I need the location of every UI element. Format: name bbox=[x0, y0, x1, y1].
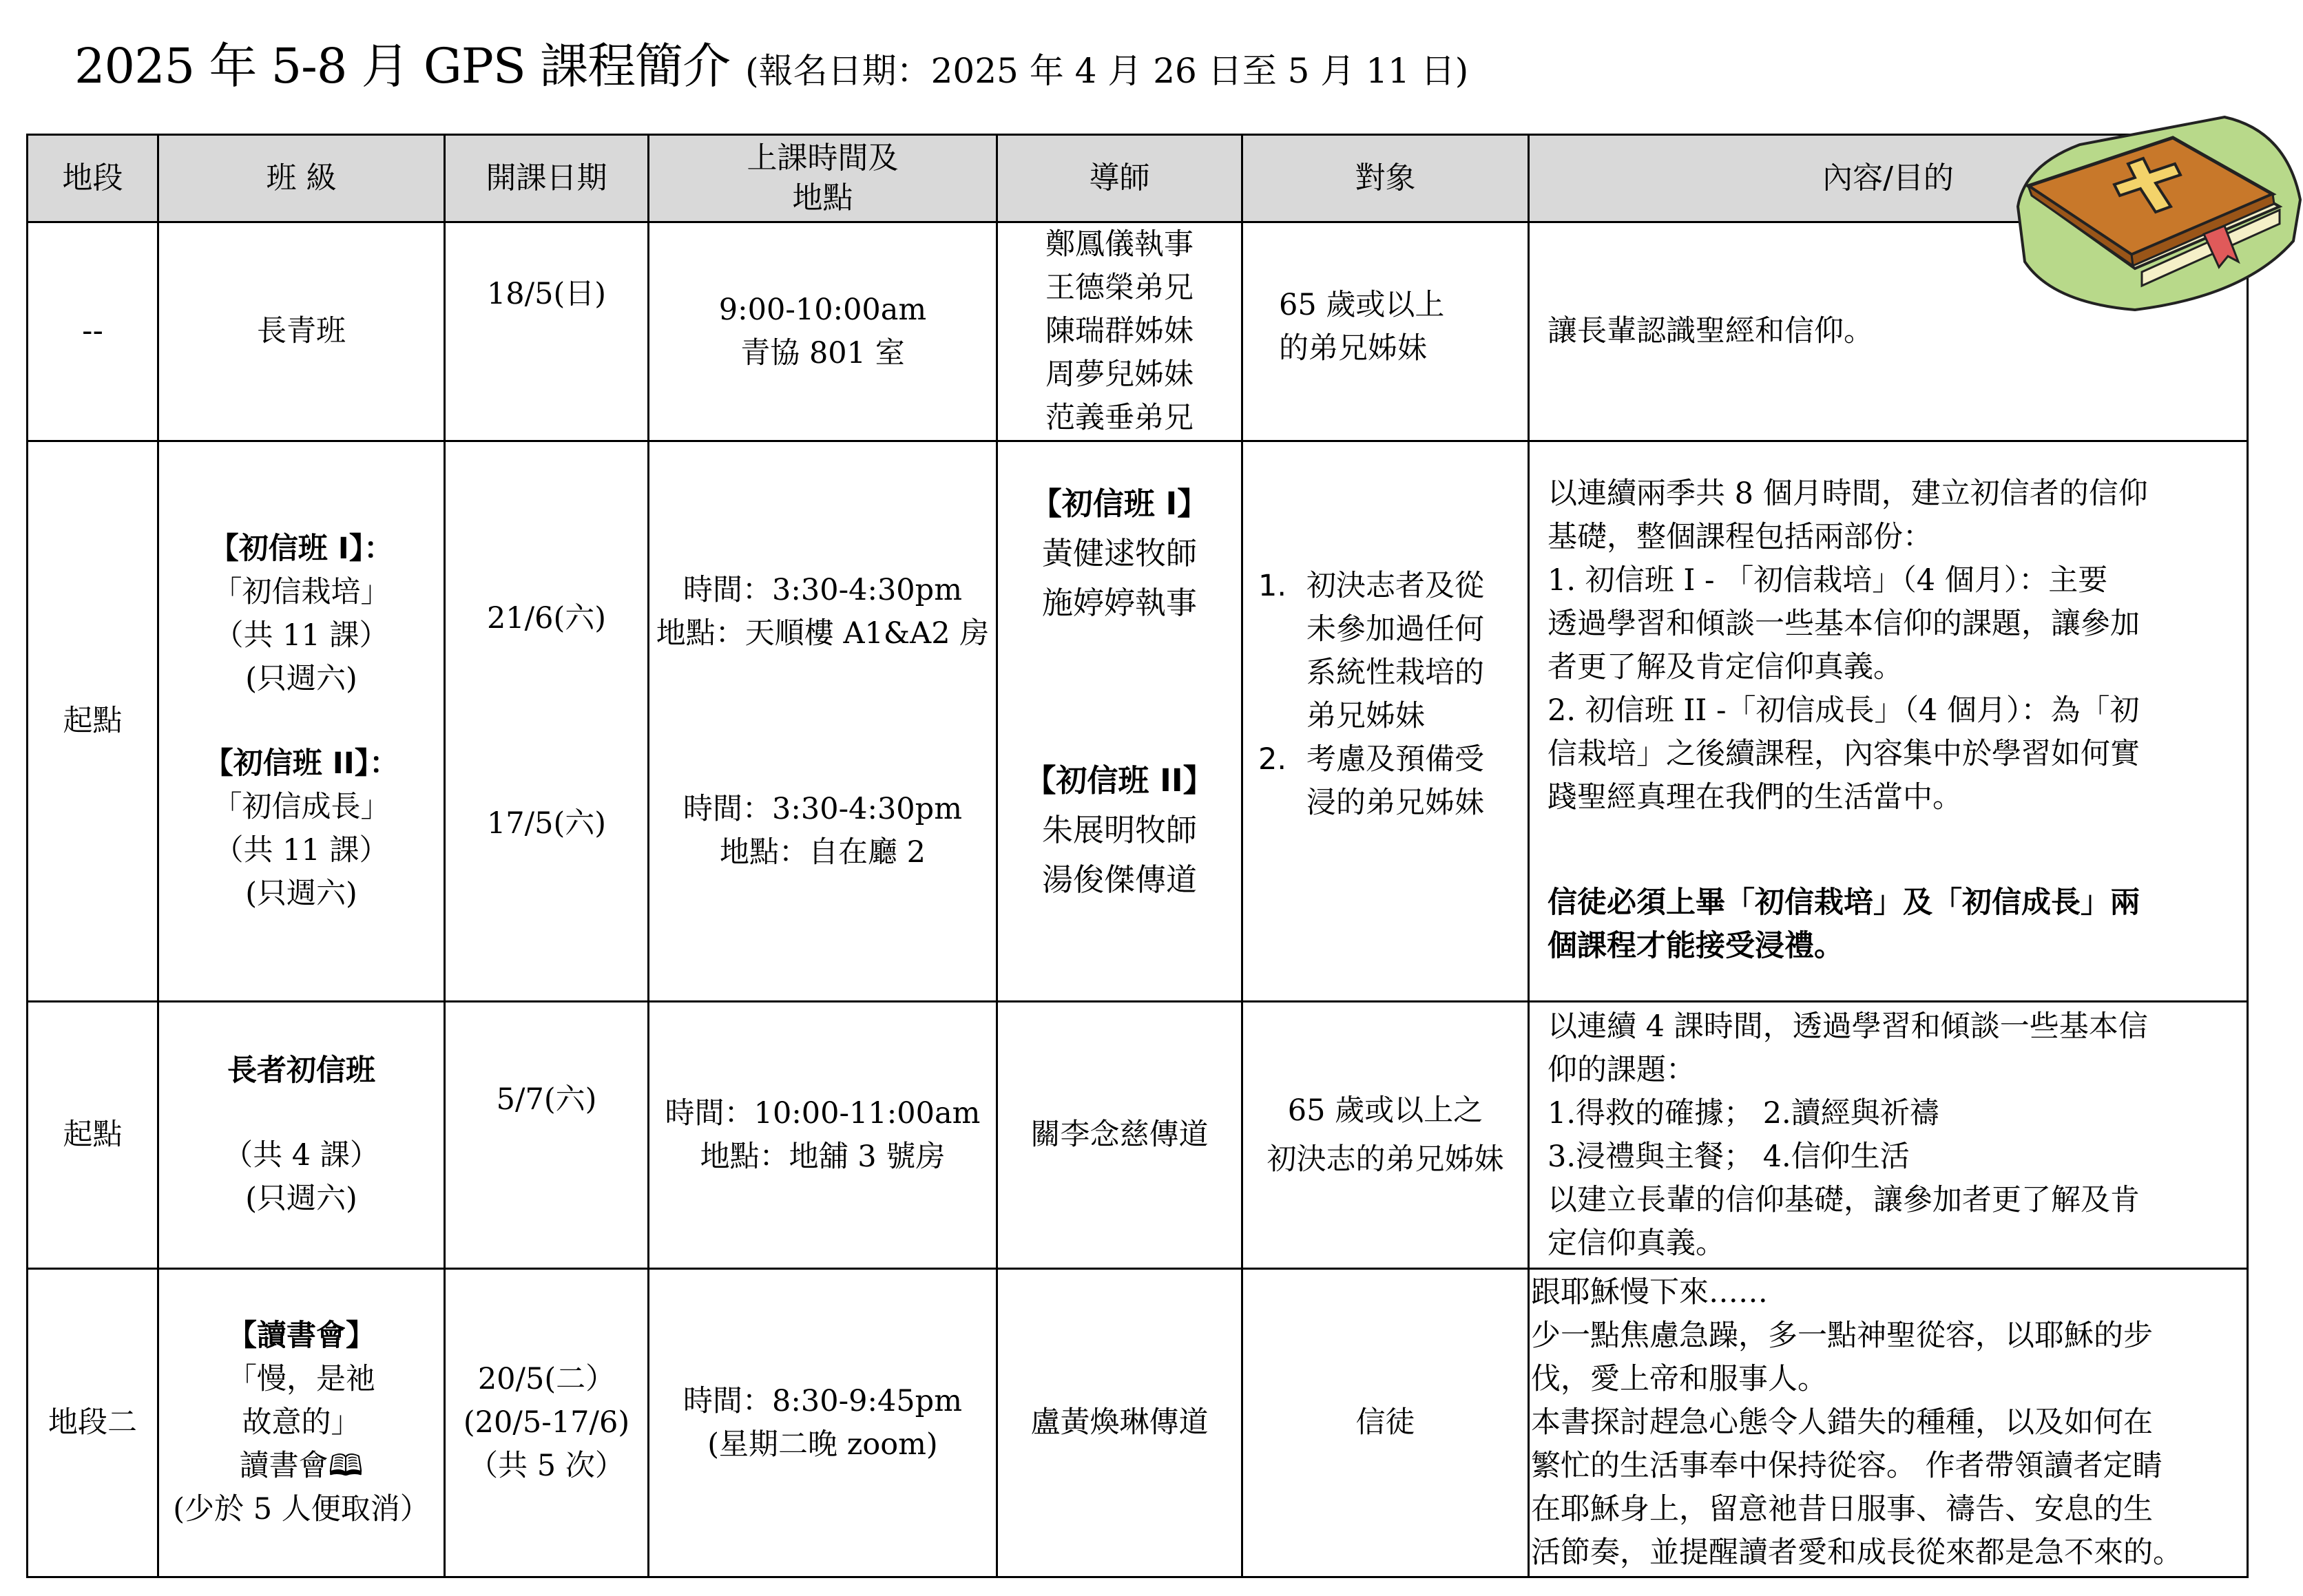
content-line: 本書探討趕急心態令人錯失的種種，以及如何在 bbox=[1531, 1405, 2153, 1440]
class-day-a: (只週六) bbox=[245, 661, 357, 696]
target-line: 初決志的弟兄姊妹 bbox=[1267, 1142, 1504, 1177]
mentor-name: 陳瑞群姊妹 bbox=[1045, 314, 1194, 348]
class-sub-b: 「初信成長」 bbox=[212, 789, 390, 824]
table-row bbox=[28, 222, 2248, 441]
class-day-b: (只週六) bbox=[245, 876, 357, 911]
content-line: 透過學習和傾談一些基本信仰的課題，讓參加 bbox=[1548, 607, 2140, 641]
header-class: 班 級 bbox=[158, 135, 445, 222]
target-line: 的弟兄姊妹 bbox=[1279, 331, 1427, 366]
content-line: 2. 初信班 II -「初信成長」（4 個月）：為「初 bbox=[1548, 693, 2140, 728]
header-mentor: 導師 bbox=[997, 135, 1242, 222]
place-text: 地點：地舖 3 號房 bbox=[700, 1139, 946, 1174]
content-line: 1. 初信班 I - 「初信栽培」（4 個月）：主要 bbox=[1548, 563, 2108, 598]
mentor-name: 施婷婷執事 bbox=[1041, 585, 1197, 621]
date-line: （共 5 次） bbox=[468, 1449, 625, 1483]
cell-class: 長青班 bbox=[158, 222, 445, 441]
class-line: 讀書會🕮 bbox=[239, 1449, 364, 1483]
content-line: 以建立長輩的信仰基礎，讓參加者更了解及肯 bbox=[1548, 1182, 2140, 1217]
cell-content: 讓長輩認識聖經和信仰。 bbox=[1529, 222, 2248, 441]
class-day: (只週六) bbox=[245, 1182, 357, 1216]
target-list bbox=[1243, 565, 1528, 825]
bible-book-icon bbox=[1997, 103, 2303, 330]
class-sub-a: 「初信栽培」 bbox=[212, 574, 390, 609]
content-line: 以連續兩季共 8 個月時間，建立初信者的信仰 bbox=[1548, 476, 2148, 511]
class-name: 【讀書會】 bbox=[227, 1319, 375, 1353]
cell-target bbox=[1242, 441, 1529, 1002]
cell-class bbox=[158, 441, 445, 1002]
target-line: 初決志者及從 bbox=[1306, 569, 1484, 603]
mentor-title-b: 【初信班 II】 bbox=[1025, 762, 1214, 799]
class-count: （共 4 課） bbox=[223, 1138, 379, 1173]
mentor-name: 王德榮弟兄 bbox=[1045, 271, 1194, 305]
class-line: 「慢，是祂 bbox=[227, 1362, 375, 1396]
content-line: 活節奏，並提醒讀者愛和成長從來都是急不來的。 bbox=[1531, 1535, 2182, 1570]
class-count-b: （共 11 課） bbox=[213, 832, 389, 868]
header-target: 對象 bbox=[1242, 135, 1529, 222]
cell-content bbox=[1529, 1002, 2248, 1269]
cell-date bbox=[445, 1269, 649, 1577]
class-name: 長者初信班 bbox=[227, 1053, 375, 1088]
cell-mentor bbox=[997, 441, 1242, 1002]
cell-time-place bbox=[649, 1002, 997, 1269]
class-name-b: 【初信班 II】： bbox=[203, 746, 399, 781]
content-line: 繁忙的生活事奉中保持從容。 作者帶領讀者定睛 bbox=[1531, 1449, 2163, 1483]
cancel-note: (少於 5 人便取消） bbox=[173, 1492, 430, 1526]
course-table bbox=[26, 134, 2249, 1578]
class-line: 故意的」 bbox=[242, 1405, 361, 1440]
header-time-place-line1: 上課時間及 bbox=[747, 140, 899, 176]
mentor-name: 湯俊傑傳道 bbox=[1041, 861, 1197, 898]
cell-target: 信徒 bbox=[1242, 1269, 1529, 1577]
time-text: 時間：10:00-11:00am bbox=[665, 1095, 981, 1131]
header-time-place-line2: 地點 bbox=[792, 180, 853, 216]
mentor-name: 鄭鳳儀執事 bbox=[1045, 227, 1194, 262]
cell-target bbox=[1242, 222, 1529, 441]
date-a: 21/6(六) bbox=[486, 601, 607, 636]
title-main: 2025 年 5-8 月 GPS 課程簡介 bbox=[74, 38, 731, 94]
time-text: 9:00-10:00am bbox=[718, 292, 927, 327]
target-line: 65 歲或以上之 bbox=[1287, 1093, 1483, 1128]
cell-district: -- bbox=[28, 222, 158, 441]
header-district: 地段 bbox=[28, 135, 158, 222]
time-b: 時間：3:30-4:30pm bbox=[683, 791, 962, 826]
time-a: 時間：3:30-4:30pm bbox=[683, 572, 962, 607]
cell-mentor: 盧黃煥琳傳道 bbox=[997, 1269, 1242, 1577]
class-count-a: （共 11 課） bbox=[213, 618, 389, 653]
class-name-a: 【初信班 I】： bbox=[209, 531, 394, 566]
mentor-name: 朱展明牧師 bbox=[1041, 812, 1197, 848]
content-line: 少一點焦慮急躁，多一點神聖從容，以耶穌的步 bbox=[1531, 1319, 2153, 1353]
content-line: 跟耶穌慢下來…… bbox=[1531, 1275, 1768, 1310]
place-a: 地點：天順樓 A1&A2 房 bbox=[656, 616, 990, 651]
cell-district: 地段二 bbox=[28, 1269, 158, 1577]
cell-class bbox=[158, 1269, 445, 1577]
target-line: 65 歲或以上 bbox=[1279, 288, 1445, 322]
content-line: 基礎，整個課程包括兩部份： bbox=[1548, 520, 1932, 554]
content-line: 者更了解及肯定信仰真義。 bbox=[1548, 650, 1903, 684]
content-line: 伐，愛上帝和服事人。 bbox=[1531, 1362, 1827, 1396]
target-line: 系統性栽培的 bbox=[1306, 655, 1484, 690]
table-row bbox=[28, 1002, 2248, 1269]
target-line: 浸的弟兄姊妹 bbox=[1306, 786, 1484, 820]
time-text: 時間：8:30-9:45pm bbox=[683, 1383, 962, 1418]
list-number: 1. bbox=[1258, 569, 1287, 603]
target-line: 考慮及預備受 bbox=[1306, 742, 1484, 777]
mentor-name: 周夢兒姊妹 bbox=[1045, 357, 1194, 392]
title-registration-dates: (報名日期：2025 年 4 月 26 日至 5 月 11 日) bbox=[745, 51, 1469, 91]
content-line: 在耶穌身上，留意祂昔日服事、禱告、安息的生 bbox=[1531, 1492, 2153, 1526]
place-text: (星期二晚 zoom) bbox=[707, 1427, 938, 1462]
cell-date: 5/7(六) bbox=[445, 1002, 649, 1269]
cell-time-place bbox=[649, 222, 997, 441]
content-line: 仰的課題： bbox=[1548, 1052, 1696, 1087]
date-b: 17/5(六) bbox=[486, 806, 607, 841]
table-row bbox=[28, 1269, 2248, 1577]
content-line: 踐聖經真理在我們的生活當中。 bbox=[1548, 780, 1962, 815]
list-item bbox=[1243, 738, 1528, 825]
baptism-requirement: 個課程才能接受浸禮。 bbox=[1548, 929, 1844, 963]
baptism-requirement: 信徒必須上畢「初信栽培」及「初信成長」兩 bbox=[1548, 885, 2140, 920]
cell-district: 起點 bbox=[28, 441, 158, 1002]
cell-target bbox=[1242, 1002, 1529, 1269]
place-text: 青協 801 室 bbox=[740, 335, 905, 370]
mentor-title-a: 【初信班 I】 bbox=[1030, 485, 1209, 522]
page-title bbox=[74, 28, 1468, 97]
cell-class bbox=[158, 1002, 445, 1269]
cell-district: 起點 bbox=[28, 1002, 158, 1269]
content-line: 信栽培」之後續課程，內容集中於學習如何實 bbox=[1548, 737, 2140, 771]
target-line: 弟兄姊妹 bbox=[1306, 699, 1425, 733]
list-item bbox=[1243, 565, 1528, 738]
mentor-name: 范義垂弟兄 bbox=[1045, 401, 1194, 435]
date-line: (20/5-17/6) bbox=[463, 1405, 630, 1440]
cell-time-place bbox=[649, 441, 997, 1002]
cell-time-place bbox=[649, 1269, 997, 1577]
cell-content bbox=[1529, 1269, 2248, 1577]
content-line: 1.得救的確據； 2.讀經與祈禱 bbox=[1548, 1095, 1939, 1131]
mentor-name: 黃健逑牧師 bbox=[1041, 535, 1197, 571]
content-line: 以連續 4 課時間，透過學習和傾談一些基本信 bbox=[1548, 1009, 2148, 1044]
list-number: 2. bbox=[1258, 742, 1287, 777]
content-line: 定信仰真義。 bbox=[1548, 1226, 1725, 1261]
header-content: 內容/目的 bbox=[1529, 135, 2248, 222]
cell-mentor bbox=[997, 222, 1242, 441]
cell-date bbox=[445, 441, 649, 1002]
table-header-row bbox=[28, 135, 2248, 222]
target-line: 未參加過任何 bbox=[1306, 612, 1484, 647]
cell-date: 18/5(日) bbox=[445, 222, 649, 441]
content-line: 3.浸禮與主餐； 4.信仰生活 bbox=[1548, 1139, 1910, 1174]
header-start-date: 開課日期 bbox=[445, 135, 649, 222]
place-b: 地點：自在廳 2 bbox=[719, 834, 926, 870]
header-time-place bbox=[649, 135, 997, 222]
table-row bbox=[28, 441, 2248, 1002]
cell-content bbox=[1529, 441, 2248, 1002]
date-line: 20/5(二） bbox=[477, 1362, 616, 1396]
cell-mentor: 關李念慈傳道 bbox=[997, 1002, 1242, 1269]
